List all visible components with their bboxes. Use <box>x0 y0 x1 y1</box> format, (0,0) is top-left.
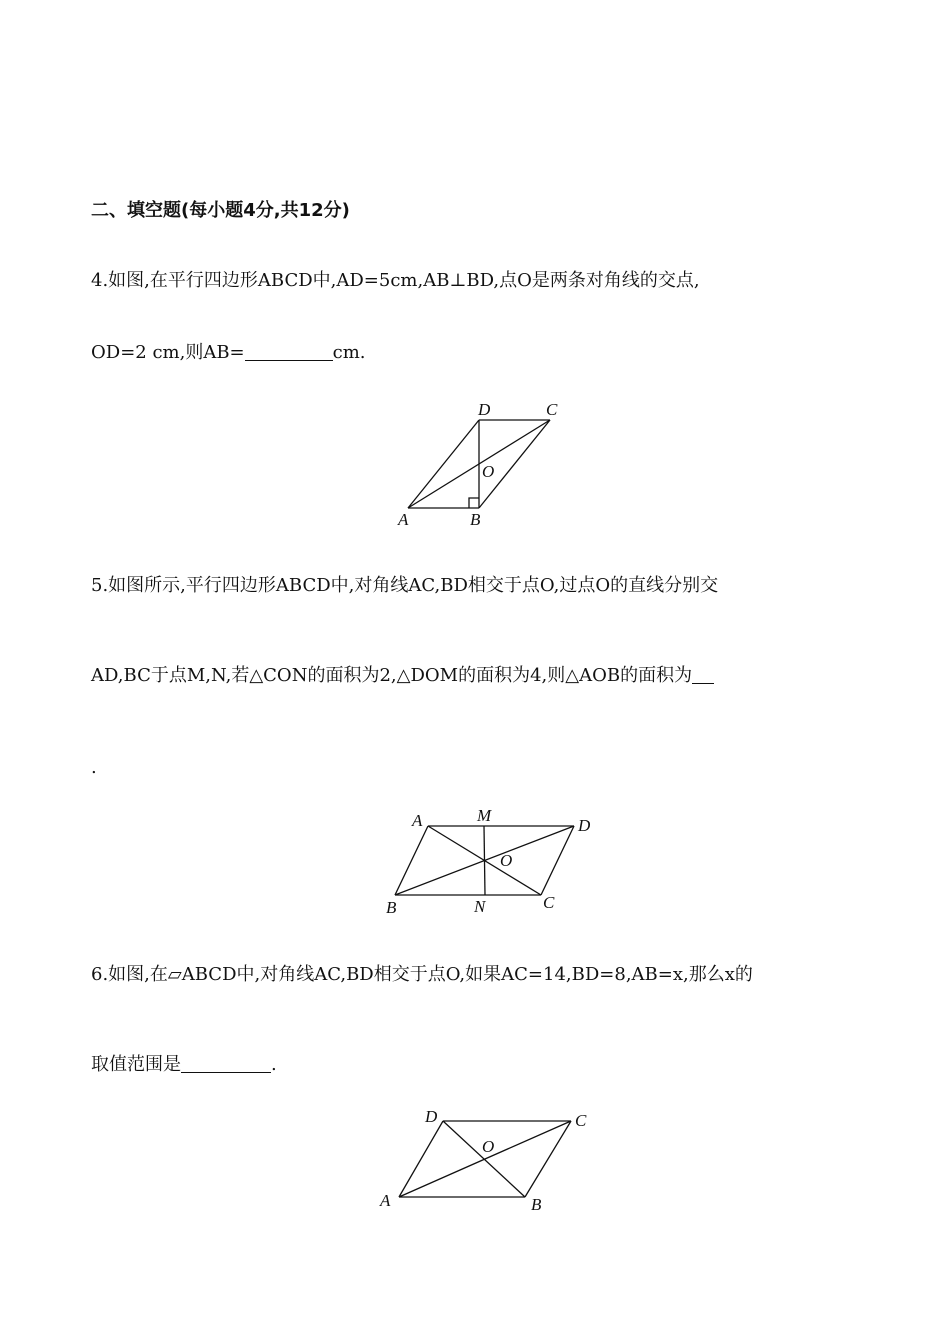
q6-label-a: A <box>380 1191 391 1210</box>
q6-edge-bc <box>525 1121 571 1197</box>
q5-line2-text: AD,BC于点M,N,若△CON的面积为2,△DOM的面积为4,则△AOB的面积为 <box>91 665 693 686</box>
q6-answer-blank[interactable] <box>181 1054 271 1073</box>
q4-right-angle-mark <box>469 498 479 508</box>
q5-label-d: D <box>578 816 591 835</box>
q5-label-c: C <box>543 893 555 912</box>
q6-diagonal-ac <box>399 1121 571 1197</box>
q6-figure <box>375 1102 615 1222</box>
q4-figure <box>390 398 590 538</box>
q4-label-b: B <box>470 510 481 529</box>
q4-line2-unit: cm. <box>332 342 366 363</box>
q5-label-n: N <box>474 897 486 916</box>
q5-label-m: M <box>477 806 492 825</box>
q5-label-a: A <box>412 811 423 830</box>
q6-line1: 6.如图,在▱ABCD中,对角线AC,BD相交于点O,如果AC=14,BD=8,AB=x,那么x的 <box>91 964 753 985</box>
q6-label-d: D <box>425 1107 438 1126</box>
q6-label-b: B <box>531 1195 542 1214</box>
q4-line2 <box>91 340 366 366</box>
q6-diagonal-bd <box>443 1121 525 1197</box>
q4-label-c: C <box>546 400 558 419</box>
q5-line3: . <box>91 757 97 778</box>
q4-answer-blank[interactable] <box>245 342 333 361</box>
q4-label-d: D <box>478 400 491 419</box>
section-title: 二、填空题(每小题4分,共12分) <box>91 200 350 221</box>
q5-answer-blank[interactable] <box>692 665 714 684</box>
q4-label-a: A <box>398 510 409 529</box>
q4-line2-text: OD=2 cm,则AB= <box>91 342 245 363</box>
q6-line2-period: . <box>271 1054 277 1075</box>
q4-label-o: O <box>482 462 495 481</box>
q6-label-o: O <box>482 1137 495 1156</box>
q5-line-mn <box>484 826 485 895</box>
q6-line2-text: 取值范围是 <box>91 1054 181 1075</box>
q5-label-o: O <box>500 851 513 870</box>
q6-label-c: C <box>575 1111 587 1130</box>
q5-line1: 5.如图所示,平行四边形ABCD中,对角线AC,BD相交于点O,过点O的直线分别交 <box>91 575 719 596</box>
q4-line1: 4.如图,在平行四边形ABCD中,AD=5cm,AB⊥BD,点O是两条对角线的交点, <box>91 270 700 291</box>
q4-edge-ad <box>408 420 479 508</box>
q5-label-b: B <box>386 898 397 917</box>
q6-edge-ad <box>399 1121 443 1197</box>
q5-line2 <box>91 663 714 689</box>
q6-line2 <box>91 1052 277 1078</box>
q5-figure <box>380 804 620 924</box>
